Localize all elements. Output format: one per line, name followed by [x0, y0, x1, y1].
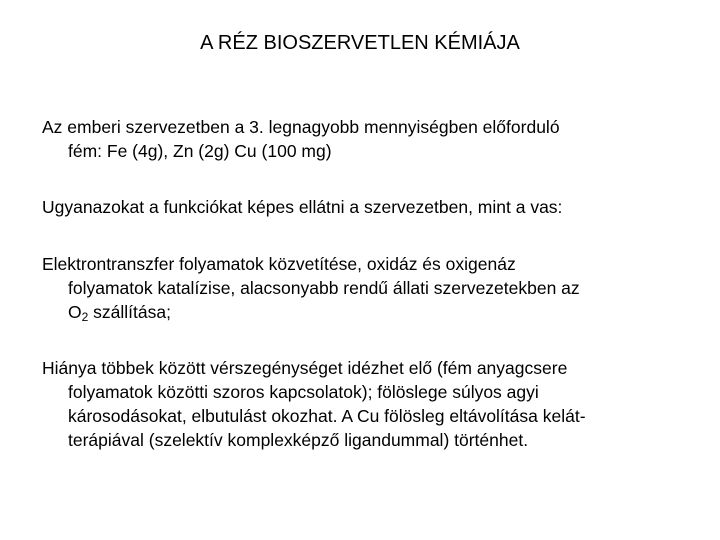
text-line: károsodásokat, elbutulást okozhat. A Cu fölösleg eltávolítása kelát-	[68, 406, 586, 426]
o2-rest: szállítása;	[88, 302, 171, 322]
text-line: fém: Fe (4g), Zn (2g) Cu (100 mg)	[68, 141, 332, 161]
text-line: folyamatok közötti szoros kapcsolatok); fölöslege súlyos agyi	[68, 382, 539, 402]
text-line: folyamatok katalízise, alacsonyabb rendű állati szervezetekben az	[68, 278, 580, 298]
o2-subscript: 2	[81, 310, 89, 324]
text-line-o2-transport	[42, 300, 682, 324]
text-line: Ugyanazokat a funkciókat képes ellátni a szervezetben, mint a vas:	[42, 197, 563, 217]
o2-element: O	[68, 302, 82, 322]
text-line: Hiánya többek között vérszegénységet idézhet elő (fém anyagcsere	[42, 358, 568, 378]
slide-title: A RÉZ BIOSZERVETLEN KÉMIÁJA	[200, 32, 520, 54]
paragraph-copper-abundance	[42, 115, 682, 163]
text-line: Az emberi szervezetben a 3. legnagyobb mennyiségben előforduló	[42, 117, 560, 137]
paragraph-deficiency	[42, 356, 682, 452]
text-line: terápiával (szelektív komplexképző ligandummal) történhet.	[68, 430, 529, 450]
text-line: Elektrontranszfer folyamatok közvetítése, oxidáz és oxigenáz	[42, 254, 516, 274]
paragraph-electron-transfer	[42, 252, 682, 324]
paragraph-functions	[42, 195, 682, 219]
